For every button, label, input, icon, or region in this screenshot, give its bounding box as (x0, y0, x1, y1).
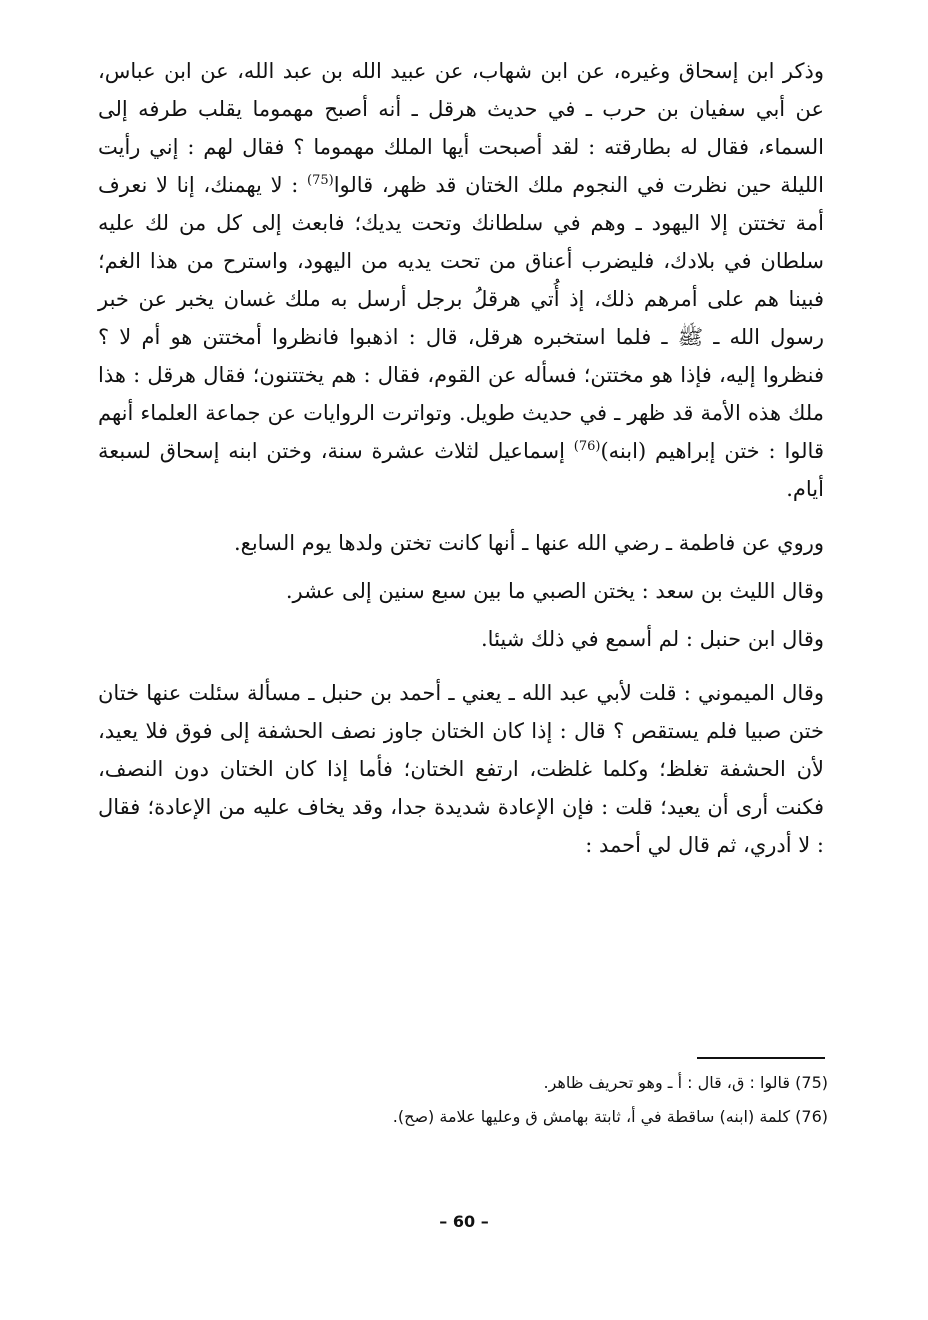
footnote-75: (75) قالوا : ق، قال : أ ـ وهو تحريف ظاهر. (543, 1073, 828, 1092)
paragraph-fatima: وروي عن فاطمة ـ رضي الله عنها ـ أنها كانت تختن ولدها يوم السابع. (233, 531, 824, 555)
footnotes (120, 1066, 828, 1134)
paragraph-ibn-hanbal: وقال ابن حنبل : لم أسمع في ذلك شيئا. (481, 627, 824, 651)
page-number: – 60 – (439, 1212, 489, 1231)
main-text (98, 52, 824, 864)
paragraph-text: إسماعيل لثلاث عشرة سنة، وختن ابنه إسحاق لسبعة أيام. (98, 439, 824, 501)
paragraph-text: : لا يهمنك، إنا لا نعرف أمة تختتن إلا اليهود ـ وهم في سلطانك وتحت يديك؛ فابعث إلى كل من لك عليه سلطان في بلادك، فليضرب أعناق من تحت يديه من اليهود، واسترح من هذا الغم؛ فبينا هم على أمرهم ذلك، إذ أُتي هرقلُ برجل أرسل به ملك غسان يخبر عن خبر رسول الله ـ ﷺ ـ فلما استخبره هرقل، قال : اذهبوا فانظروا أمختتن هو أم لا ؟ فنظروا إليه، فإذا هو مختتن؛ فسأله عن القوم، فقال : هم يختتنون؛ فقال هرقل : هذا ملك هذه الأمة قد ظهر ـ في حديث طويل. وتواترت الروايات عن جماعة العلماء أنهم قالوا : ختن إبراهيم (ابنه) (98, 173, 824, 463)
footnote-76: (76) كلمة (ابنه) ساقطة في أ، ثابتة بهامش ق وعليها علامة (صح). (392, 1107, 828, 1126)
paragraph-text: وذكر ابن إسحاق وغيره، عن ابن شهاب، عن عبيد الله بن عبد الله، عن ابن عباس، عن أبي سفيان بن حرب ـ في حديث هرقل ـ أنه أصبح مهموما يقلب طرفه إلى السماء، فقال له بطارقته : لقد أصبحت أيها الملك مهموما ؟ فقال لهم : إني رأيت الليلة حين نظرت في النجوم ملك الختان قد ظهر، قالوا (98, 59, 824, 197)
paragraph-laith: وقال الليث بن سعد : يختن الصبي ما بين سبع سنين إلى عشر. (285, 579, 824, 603)
paragraph-heraclius (98, 52, 824, 508)
footnote-divider (697, 1057, 825, 1059)
footnote-ref-75[interactable]: (75) (307, 173, 334, 188)
footnote-ref-76[interactable]: (76) (573, 439, 601, 454)
paragraph-maymuni: وقال الميموني : قلت لأبي عبد الله ـ يعني ـ أحمد بن حنبل ـ مسألة سئلت عنها ختان ختن صبيا فلم يستقص ؟ قال : إذا كان الختان جاوز نصف الحشفة إلى فوق فلا يعيد، لأن الحشفة تغلظ؛ وكلما غلظت، ارتفع الختان؛ فأما إذا كان الختان دون النصف، فكنت أرى أن يعيد؛ قلت : فإن الإعادة شديدة جدا، وقد يخاف عليه من الإعادة؛ فقال : لا أدري، ثم قال لي أحمد : (98, 681, 824, 857)
